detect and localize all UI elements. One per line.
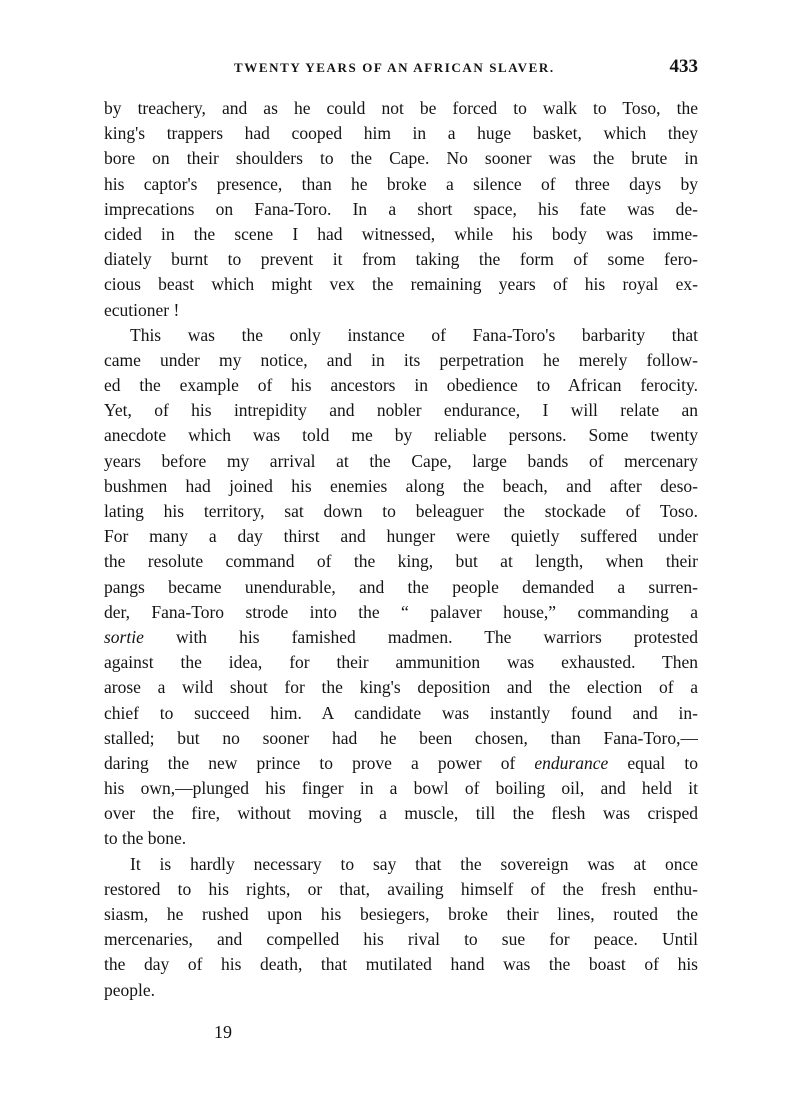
text-line: came under my notice, and in its perpetration he merely follow- <box>104 349 698 370</box>
text-line: stalled; but no sooner had he been chosen, than Fana-Toro,— <box>104 727 698 748</box>
text-line: imprecations on Fana-Toro. In a short space, his fate was de- <box>104 198 698 219</box>
text-line: It is hardly necessary to say that the sovereign was at once <box>130 853 698 874</box>
text-line: king's trappers had cooped him in a huge basket, which they <box>104 123 698 144</box>
text-line: chief to succeed him. A candidate was instantly found and in- <box>104 702 698 723</box>
text-line: the day of his death, that mutilated hand was the boast of his <box>104 954 698 975</box>
text-line: ecutioner ! <box>104 299 180 320</box>
text-line: siasm, he rushed upon his besiegers, broke their lines, routed the <box>104 904 698 924</box>
text-line: cided in the scene I had witnessed, while his body was imme- <box>104 223 698 244</box>
text-line: bore on their shoulders to the Cape. No sooner was the brute in <box>104 148 698 169</box>
text-line: der, Fana-Toro strode into the “ palaver house,” commanding a <box>104 601 698 622</box>
text-line: lating his territory, sat down to beleaguer the stockade of Toso. <box>104 501 698 521</box>
text-line: mercenaries, and compelled his rival to sue for peace. Until <box>104 929 698 950</box>
text-line: over the fire, without moving a muscle, till the flesh was crisped <box>104 803 698 824</box>
text-line: This was the only instance of Fana-Toro's barbarity that <box>130 324 698 345</box>
page-number: 433 <box>669 56 698 77</box>
text-line: diately burnt to prevent it from taking the form of some fero- <box>104 249 698 270</box>
running-title: TWENTY YEARS OF AN AFRICAN SLAVER. <box>234 60 555 75</box>
text-line: pangs became unendurable, and the people demanded a surren- <box>104 576 698 597</box>
text-line: his captor's presence, than he broke a silence of three days by <box>104 173 698 194</box>
text-line: to the bone. <box>104 828 187 849</box>
text-line: the resolute command of the king, but at length, when their <box>104 551 698 572</box>
text-line: sortie with his famished madmen. The warriors protested <box>104 626 698 647</box>
text-line: restored to his rights, or that, availing himself of the fresh enthu- <box>104 878 698 899</box>
text-line: For many a day thirst and hunger were quietly suffered under <box>104 526 698 547</box>
text-line: arose a wild shout for the king's deposition and the election of a <box>104 677 698 698</box>
running-head <box>104 58 698 84</box>
text-line: ed the example of his ancestors in obedience to African ferocity. <box>104 375 698 396</box>
body-text <box>104 96 698 1003</box>
text-line: his own,—plunged his finger in a bowl of boiling oil, and held it <box>104 778 698 799</box>
text-line: Yet, of his intrepidity and nobler endurance, I will relate an <box>104 400 698 421</box>
text-line: people. <box>104 979 156 1000</box>
text-line: by treachery, and as he could not be forced to walk to Toso, the <box>104 98 698 118</box>
text-line: years before my arrival at the Cape, large bands of mercenary <box>104 450 698 471</box>
signature-mark: 19 <box>214 1022 232 1042</box>
text-line: cious beast which might vex the remaining years of his royal ex- <box>104 274 698 295</box>
text-line: bushmen had joined his enemies along the beach, and after deso- <box>104 475 698 496</box>
text-line: against the idea, for their ammunition was exhausted. Then <box>104 652 698 673</box>
text-line: anecdote which was told me by reliable persons. Some twenty <box>104 425 698 446</box>
text-line: daring the new prince to prove a power of endurance equal to <box>104 752 698 773</box>
